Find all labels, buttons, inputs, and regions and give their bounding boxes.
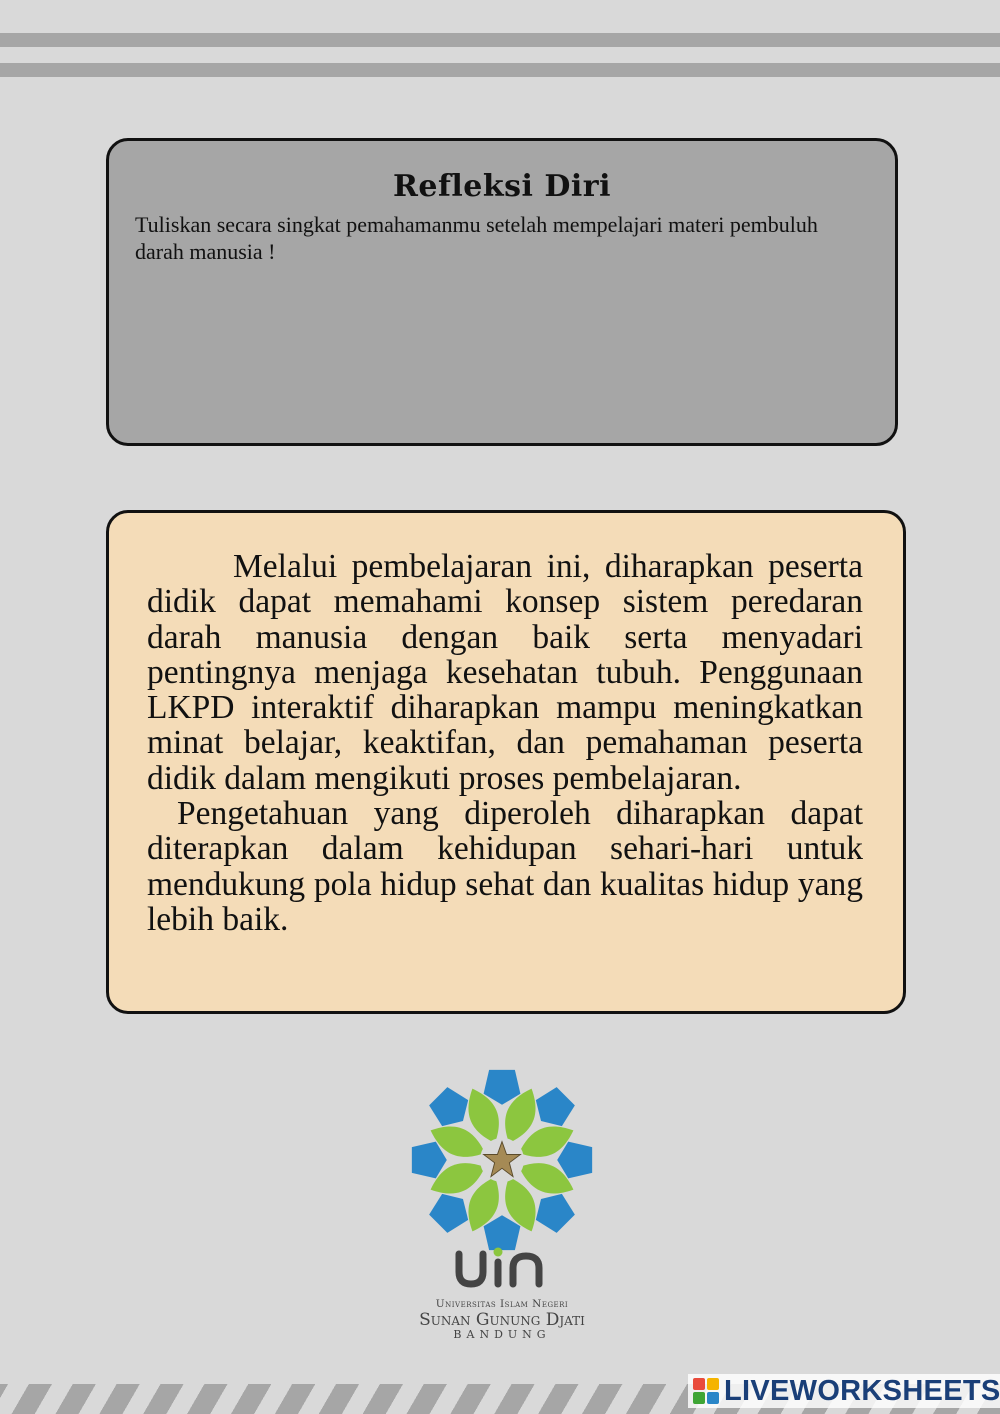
liveworksheets-icon [692,1377,720,1405]
liveworksheets-badge[interactable] [688,1374,1000,1408]
reflection-answer-box[interactable] [106,138,898,446]
university-line-1: Universitas Islam Negeri [435,1298,569,1310]
top-stripe-upper [0,33,1000,47]
summary-text [147,549,863,937]
summary-paragraph-1: Melalui pembelajaran ini, diharapkan peserta didik dapat memahami konsep sistem peredaran darah manusia dengan baik serta menyadari pentingnya menjaga kesehatan tubuh. Penggunaan LKPD interaktif diharapkan mampu meningkatkan minat belajar, keaktifan, dan pemahaman peserta didik dalam mengikuti proses pembelajaran. [147,548,863,797]
summary-paragraph-2: Pengetahuan yang diperoleh diharapkan dapat diterapkan dalam kehidupan sehari-hari untuk mendukung pola hidup sehat dan kualitas hidup yang lebih baik. [147,795,863,938]
university-line-3: BANDUNG [453,1328,551,1341]
university-name [380,1298,624,1341]
reflection-prompt: Tuliskan secara singkat pemahamanmu setelah mempelajari materi pembuluh darah manusia ! [135,212,818,264]
reflection-title: Refleksi Diri [392,169,612,204]
top-stripe-lower [0,63,1000,77]
uin-wordmark-icon [455,1244,549,1290]
summary-box [106,510,906,1014]
liveworksheets-text: LIVEWORKSHEETS [724,1374,1000,1407]
uin-star-flower-logo-icon [410,1068,594,1252]
university-line-2: Sunan Gunung Djati [419,1310,585,1330]
